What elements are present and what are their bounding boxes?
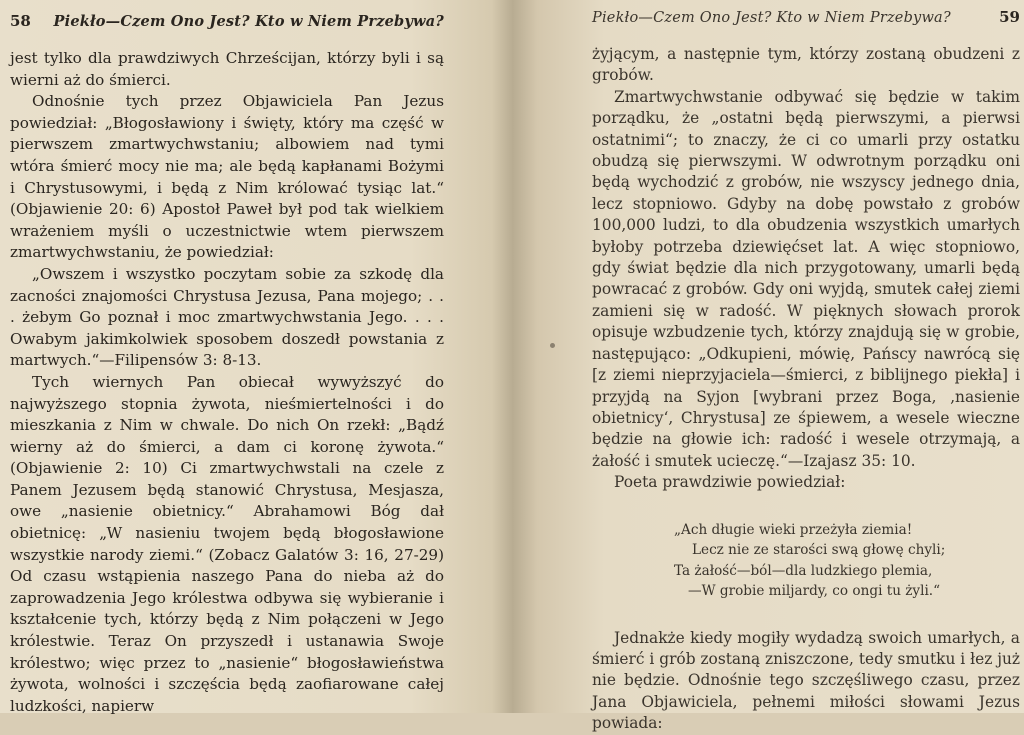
page-number: 58 [10,12,31,30]
left-page-body [10,48,444,717]
poem [674,520,1020,602]
paragraph: jest tylko dla prawdziwych Chrześcijan, którzy byli i są wierni aż do śmierci. [10,49,444,89]
poem-line: Lecz nie ze starości swą głowę chyli; [692,542,946,559]
left-page-header [10,12,444,30]
ink-speck [550,343,555,348]
right-page [512,0,1024,733]
right-page-header [592,8,1020,26]
running-head: Piekło—Czem Ono Jest? Kto w Niem Przebywa? [592,10,951,26]
paragraph: Tych wiernych Pan obiecał wywyższyć do najwyższego stopnia żywota, nieśmiertelności i do mieszkania z Nim w chwale. Do nich On rzekł: „Bądź wierny aż do śmierci, a dam ci koronę żywota.“ (Objawienie 2: 10) Ci zmartwychwstali na czele z Panem Jezusem będą stanowić Chrystusa, Mesjasza, owe „nasienie obietnicy.“ Abrahamowi Bóg dał obietnicę: „W nasieniu twojem będą błogosławione wszystkie narody ziemi.“ (Zobacz Galatów 3: 16, 27-29) Od czasu wstąpienia naszego Pana do nieba aż do zaprowadzenia Jego królestwa odbywa się wybieranie i kształcenie tych, którzy będą z Nim połączeni w Jego królestwie. Teraz On przyszedł i ustanawia Swoje królestwo; więc przez to „nasienie“ błogosławieństwa żywota, wolności i szczęścia będą zaofiarowane całej ludzkości, napierw [10,372,444,715]
poem-line: „Ach długie wieki przeżyła ziemia! [674,521,913,538]
paragraph: Poeta prawdziwie powiedział: [614,473,846,492]
page-number: 59 [999,8,1020,26]
paragraph: żyjącym, a następnie tym, którzy zostaną obudzeni z grobów. [592,45,1020,85]
running-head: Piekło—Czem Ono Jest? Kto w Niem Przebywa? [53,13,444,30]
right-page-body [592,44,1020,735]
quote-paragraph: „Owszem i wszystko poczytam sobie za szkodę dla zacności znajomości Chrystusa Jezusa, Pana mojego; . . . żebym Go poznał i moc zmartwychwstania Jego. . . . Owabym jakimkolwiek sposobem doszedł powstania z martwych.“—Filipensów 3: 8-13. [10,264,444,370]
paragraph: Zmartwychwstanie odbywać się będzie w takim porządku, że „ostatni będą pierwszymi, a pierwsi ostatnimi“; to znaczy, że ci co umarli przy ostatku obudzą się pierwszymi. W odwrotnym porządku oni będą wychodzić z grobów, nie wszyscy jednego dnia, lecz stopniowo. Gdyby na dobę powstało z grobów 100,000 ludzi, to dla obudzenia wszystkich umarłych byłoby potrzeba dziewięćset lat. A więc stopniowo, gdy świat będzie dla nich przygotowany, umarli będą powracać z grobów. Gdy oni wyjdą, smutek całej ziemi zamieni się w radość. W pięknych słowach prorok opisuje wzbudzenie tych, którzy znajdują się w grobie, następująco: „Odkupieni, mówię, Pańscy nawrócą się [z ziemi nieprzyjaciela—śmierci, z biblijnego piekła] i przyjdą na Syjon [wybrani przez Boga, ‚nasienie obietnicy‘, Chrystusa] ze śpiewem, a wesele wieczne będzie na głowie ich: radość i wesele otrzymają, a żałość i smutek ucieczę.“—Izajasz 35: 10. [592,87,1020,470]
poem-line: Ta żałość—ból—dla ludzkiego plemia, [674,562,933,579]
paragraph: Odnośnie tych przez Objawiciela Pan Jezus powiedział: „Błogosławiony i święty, który ma część w pierwszem zmartwychwstaniu; albowiem nad tymi wtóra śmierć mocy nie ma; ale będą kapłanami Bożymi i Chrystusowymi, i będą z Nim królować tysiąc lat.“ (Objawienie 20: 6) Apostoł Paweł był pod tak wielkiem wrażeniem myśli o uczestnictwie wtem pierwszem zmartwychwstaniu, że powiedział: [10,92,444,262]
paragraph: Jednakże kiedy mogiły wydadzą swoich umarłych, a śmierć i grób zostaną zniszczone, tedy smutku i łez już nie będzie. Odnośnie tego szczęśliwego czasu, przez Jana Objawiciela, pełnemi miłości słowami Jezus powiada: [592,628,1020,733]
left-page [0,0,512,713]
poem-line: —W grobie miljardy, co ongi tu żyli.“ [688,583,941,600]
